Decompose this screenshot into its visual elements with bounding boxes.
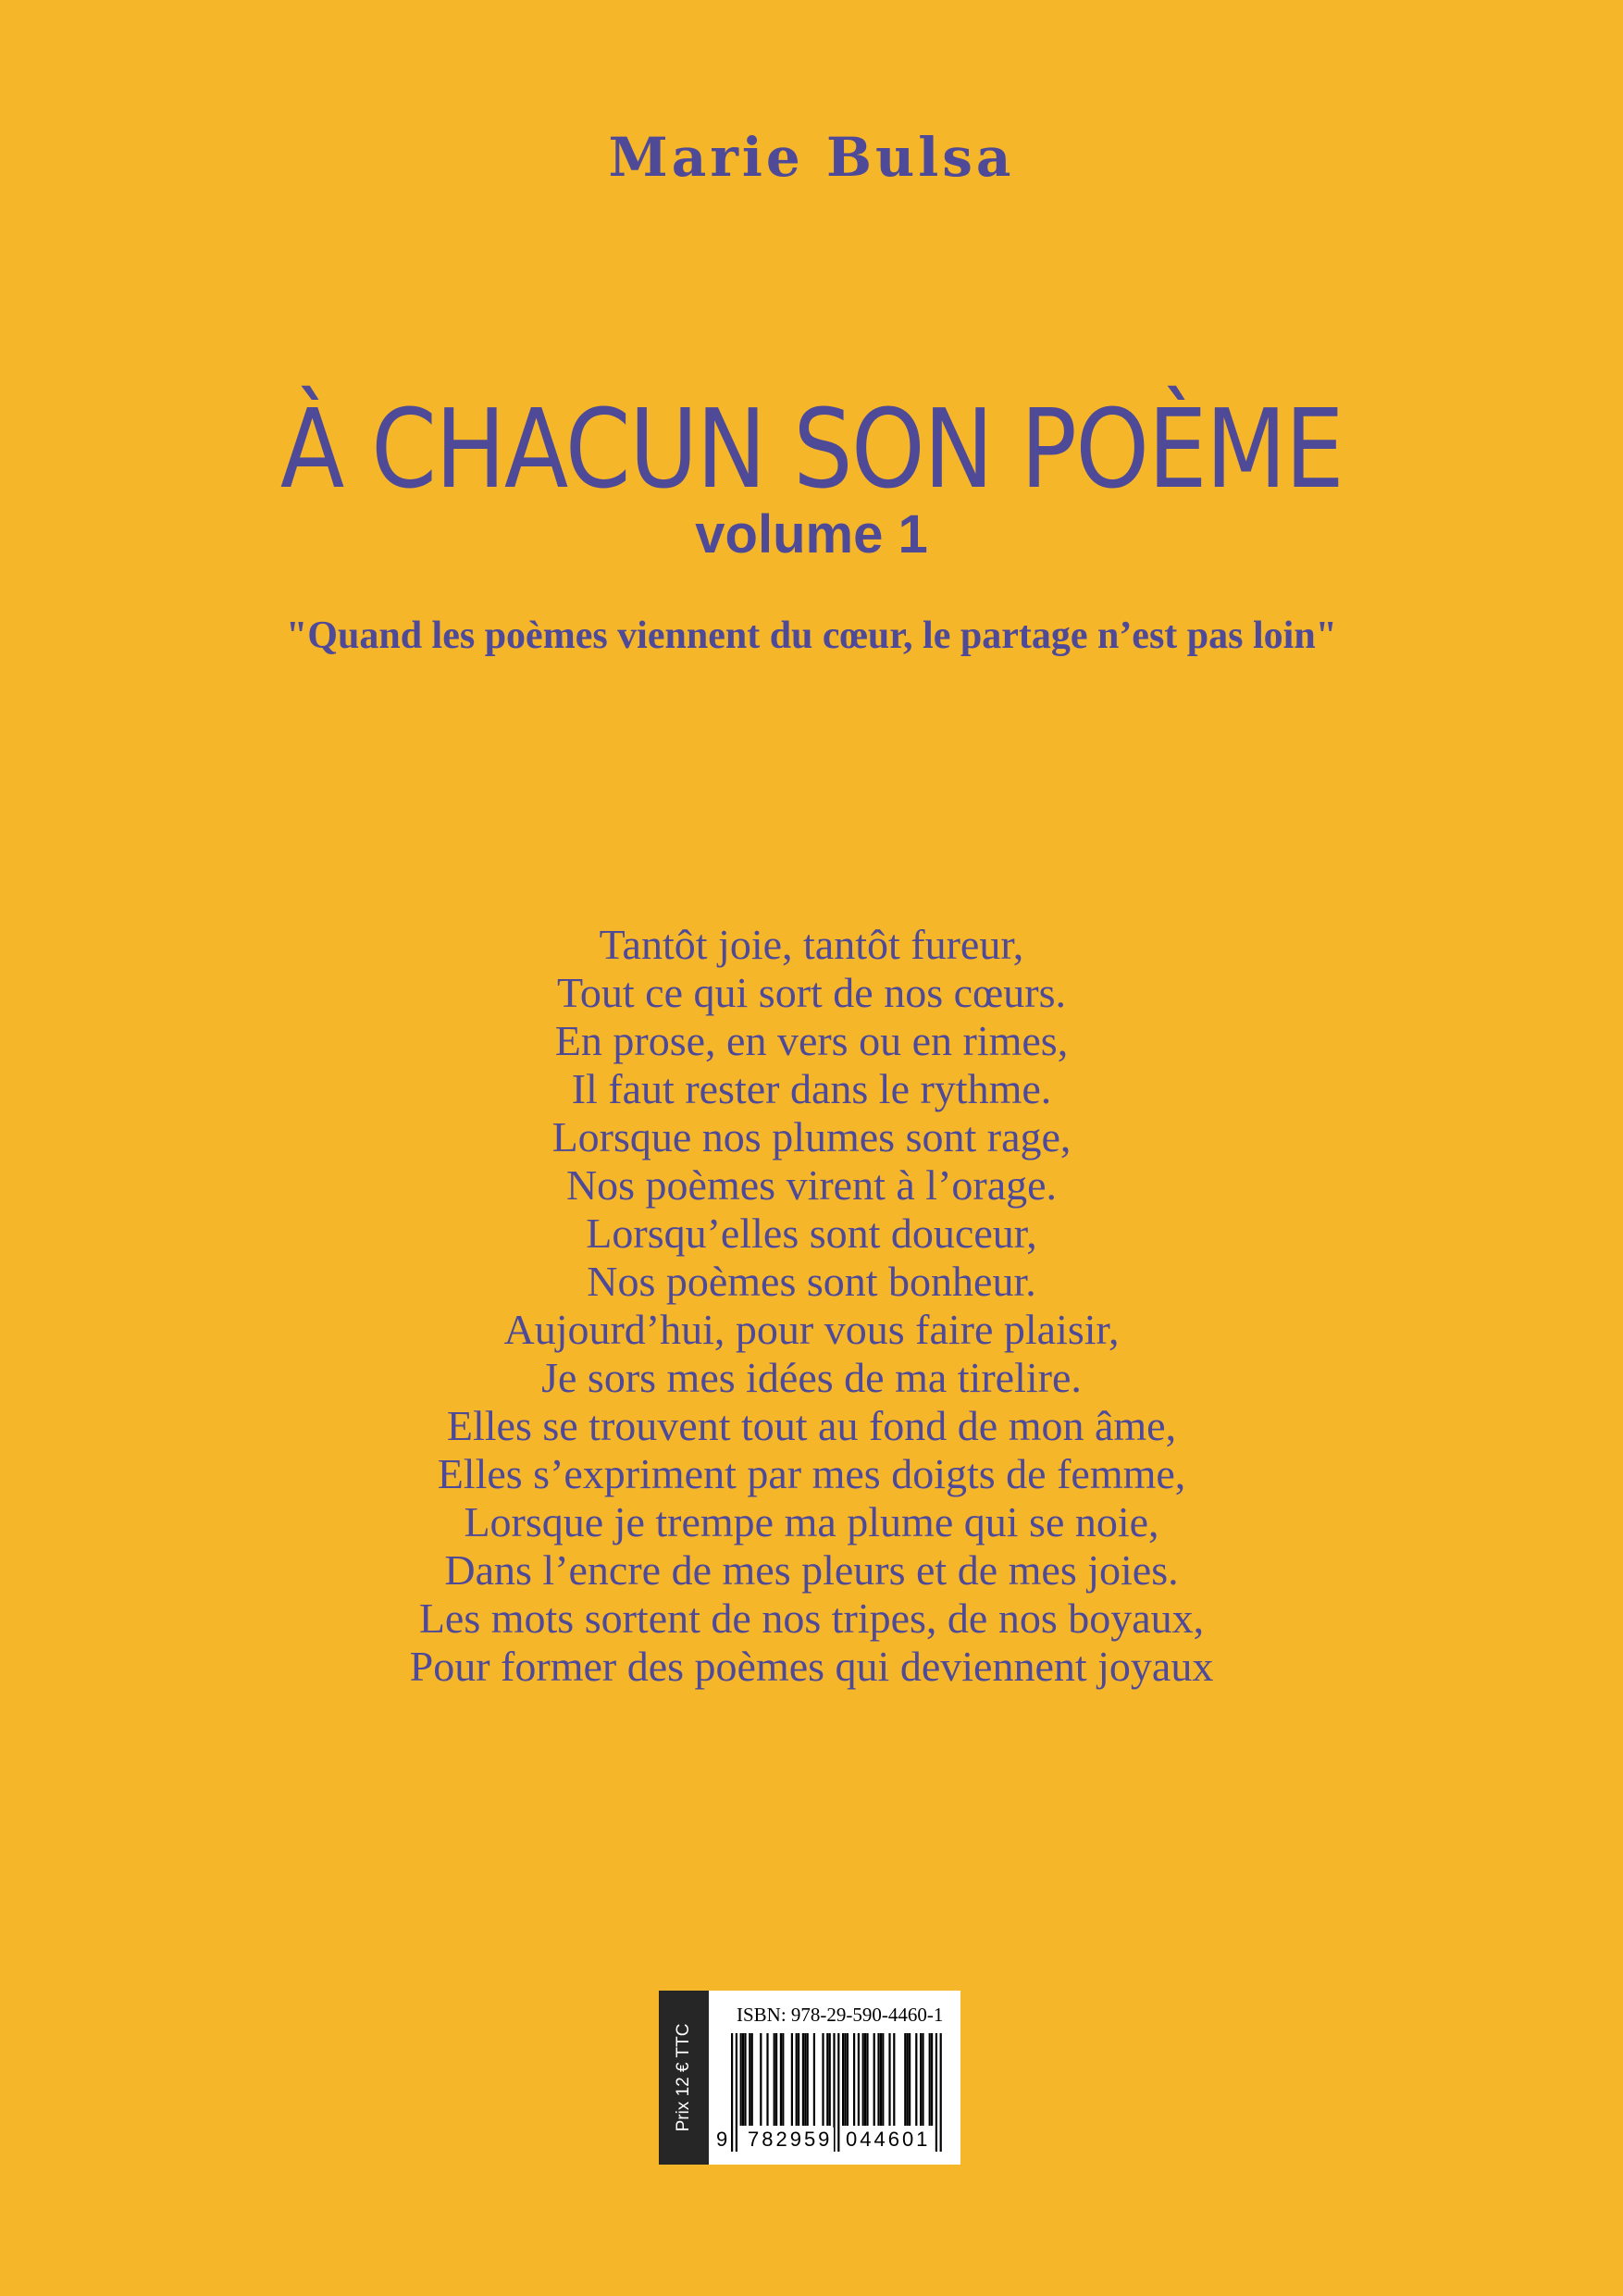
barcode-bar bbox=[804, 2033, 806, 2126]
barcode-bar bbox=[798, 2033, 799, 2126]
isbn-label: ISBN: 978-29-590-4460-1 bbox=[737, 2004, 944, 2026]
barcode-bar bbox=[791, 2033, 793, 2126]
barcode-bar bbox=[915, 2033, 917, 2126]
barcode-bar bbox=[740, 2033, 742, 2126]
barcode-bar bbox=[837, 2033, 839, 2152]
barcode-bar bbox=[780, 2033, 782, 2126]
barcode-bar bbox=[866, 2033, 868, 2126]
barcode-bar bbox=[873, 2033, 875, 2126]
barcode-bar bbox=[907, 2033, 909, 2126]
barcode-bar bbox=[775, 2033, 777, 2126]
barcode-bar bbox=[822, 2033, 824, 2126]
poem-line: Nos poèmes sont bonheur. bbox=[587, 1258, 1036, 1305]
barcode-bar bbox=[847, 2033, 849, 2126]
barcode-bar bbox=[940, 2033, 942, 2152]
barcode-bar bbox=[880, 2033, 882, 2126]
barcode-bar bbox=[796, 2033, 798, 2126]
barcode-panel bbox=[709, 1991, 960, 2165]
barcode-bar bbox=[807, 2033, 809, 2126]
barcode-bar bbox=[774, 2033, 775, 2126]
barcode-bar bbox=[929, 2033, 931, 2126]
poem-line: Aujourd’hui, pour vous faire plaisir, bbox=[503, 1306, 1120, 1353]
poem-line: Pour former des poèmes qui deviennent joyaux bbox=[409, 1643, 1214, 1690]
poem-line: Tout ce qui sort de nos cœurs. bbox=[557, 969, 1066, 1016]
price-label: Prix 12 € TTC bbox=[674, 2023, 693, 2132]
poem bbox=[0, 921, 1623, 1691]
poem-line: Je sors mes idées de ma tirelire. bbox=[541, 1354, 1082, 1401]
barcode-bar bbox=[749, 2033, 750, 2126]
barcode-bar bbox=[893, 2033, 895, 2126]
price-strip bbox=[659, 1991, 709, 2165]
barcode-bar bbox=[731, 2033, 733, 2152]
barcode-bar bbox=[862, 2033, 864, 2126]
barcode-bar bbox=[853, 2033, 855, 2126]
barcode-bar bbox=[922, 2033, 923, 2126]
barcode-bar bbox=[829, 2033, 831, 2126]
barcode-bar bbox=[935, 2033, 937, 2152]
barcode-bar bbox=[920, 2033, 922, 2126]
barcode-block bbox=[659, 1991, 960, 2165]
poem-line: Il faut rester dans le rythme. bbox=[571, 1065, 1052, 1112]
poem-line: Elles se trouvent tout au fond de mon âme, bbox=[446, 1402, 1177, 1449]
poem-line: Nos poèmes virent à l’orage. bbox=[565, 1161, 1058, 1209]
poem-line: Dans l’encre de mes pleurs et de mes joies. bbox=[444, 1546, 1179, 1594]
barcode-bar bbox=[742, 2033, 744, 2126]
barcode-bar bbox=[909, 2033, 911, 2126]
poem-line: Lorsque nos plumes sont rage, bbox=[551, 1113, 1072, 1160]
barcode-bar bbox=[736, 2033, 737, 2152]
poem-line: Les mots sortent de nos tripes, de nos boyaux, bbox=[418, 1595, 1205, 1642]
volume-label: volume 1 bbox=[695, 504, 928, 565]
barcode-bar bbox=[888, 2033, 890, 2126]
barcode-bar bbox=[844, 2033, 846, 2126]
barcode-bar bbox=[782, 2033, 784, 2126]
poem-line: Elles s’expriment par mes doigts de femme, bbox=[437, 1450, 1186, 1497]
poem-line: Lorsque je trempe ma plume qui se noie, bbox=[464, 1498, 1159, 1545]
ean-right-digits: 044601 bbox=[846, 2128, 931, 2151]
barcode-bar bbox=[931, 2033, 933, 2126]
barcode-bar bbox=[904, 2033, 906, 2126]
barcode-bar bbox=[813, 2033, 815, 2126]
ean-first-digit: 9 bbox=[716, 2128, 728, 2151]
barcode-bar bbox=[858, 2033, 860, 2126]
ean-left-digits: 782959 bbox=[748, 2128, 833, 2151]
barcode-bar bbox=[744, 2033, 746, 2126]
poem-line: En prose, en vers ou en rimes, bbox=[554, 1017, 1069, 1064]
barcode-bar bbox=[751, 2033, 753, 2126]
author-name: Marie Bulsa bbox=[608, 126, 1015, 189]
barcode-bar bbox=[766, 2033, 768, 2126]
tagline-quote: "Quand les poèmes viennent du cœur, le partage n’est pas loin" bbox=[285, 614, 1337, 657]
barcode-bar bbox=[760, 2033, 762, 2126]
poem-line: Lorsqu’elles sont douceur, bbox=[586, 1210, 1037, 1257]
barcode-bar bbox=[864, 2033, 866, 2126]
barcode-bar bbox=[802, 2033, 804, 2126]
barcode-bar bbox=[842, 2033, 844, 2126]
barcode-bar bbox=[877, 2033, 879, 2126]
barcode-bar bbox=[826, 2033, 828, 2126]
poem-line: Tantôt joie, tantôt fureur, bbox=[599, 921, 1024, 968]
barcode-bar bbox=[882, 2033, 884, 2126]
book-title: À CHACUN SON POÈME bbox=[279, 385, 1344, 513]
